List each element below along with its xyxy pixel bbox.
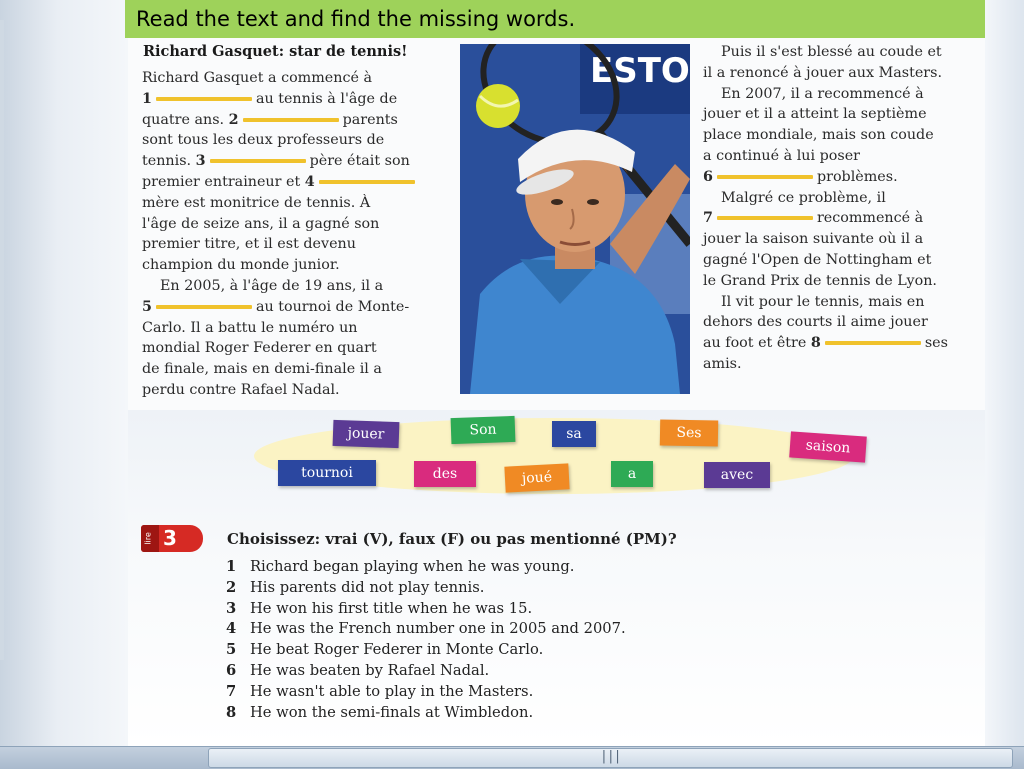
article-line: Malgré ce problème, il bbox=[721, 189, 886, 206]
article-line: sont tous les deux professeurs de bbox=[142, 132, 385, 149]
article-line: jouer et il a atteint la septième bbox=[703, 106, 927, 123]
statement-text: His parents did not play tennis. bbox=[250, 578, 485, 596]
blank-number: 3 bbox=[195, 153, 206, 170]
statement-item bbox=[226, 557, 626, 578]
article-line: Carlo. Il a battu le numéro un bbox=[142, 319, 358, 336]
statement-text: Richard began playing when he was young. bbox=[250, 558, 575, 575]
article-line: de finale, mais en demi-finale il a bbox=[142, 361, 382, 378]
article-line: il a renoncé à jouer aux Masters. bbox=[703, 64, 943, 81]
statement-text: He was beaten by Rafael Nadal. bbox=[250, 661, 490, 679]
left-edge-strip bbox=[0, 20, 4, 660]
article-line: le Grand Prix de tennis de Lyon. bbox=[703, 272, 937, 289]
line-text-before: tennis. bbox=[142, 153, 192, 170]
answer-blank[interactable] bbox=[243, 118, 339, 122]
article-line bbox=[703, 167, 985, 188]
answer-blank[interactable] bbox=[319, 180, 415, 184]
article-line: perdu contre Rafael Nadal. bbox=[142, 381, 340, 398]
activity-skill-tag bbox=[141, 525, 159, 552]
statement-number: 7 bbox=[226, 682, 237, 700]
word-tile[interactable]: saison bbox=[789, 431, 867, 462]
article-line: a continué à lui poser bbox=[703, 147, 860, 164]
word-tile[interactable]: tournoi bbox=[278, 460, 376, 486]
article-line: En 2007, il a recommencé à bbox=[721, 85, 924, 102]
word-tile[interactable]: a bbox=[611, 461, 653, 487]
article-line: Richard Gasquet a commencé à bbox=[142, 70, 372, 86]
blank-number: 4 bbox=[304, 173, 315, 190]
word-tile[interactable]: des bbox=[414, 461, 476, 487]
statement-number: 8 bbox=[226, 703, 237, 721]
statement-item bbox=[226, 661, 626, 682]
article-line bbox=[703, 333, 985, 354]
activity-skill-label: lire bbox=[143, 532, 153, 545]
article-line: amis. bbox=[703, 355, 742, 372]
statement-list bbox=[226, 557, 626, 723]
article-line: l'âge de seize ans, il a gagné son bbox=[142, 215, 380, 232]
statement-item bbox=[226, 578, 626, 599]
statement-number: 6 bbox=[226, 661, 237, 679]
statement-text: He won his first title when he was 15. bbox=[250, 599, 533, 617]
line-text-before: premier entraineur et bbox=[142, 173, 301, 190]
statement-item bbox=[226, 640, 626, 661]
answer-blank[interactable] bbox=[156, 305, 252, 309]
article-line: gagné l'Open de Nottingham et bbox=[703, 251, 932, 268]
word-tile[interactable]: sa bbox=[552, 421, 596, 447]
statement-number: 2 bbox=[226, 578, 237, 596]
blank-number: 6 bbox=[703, 168, 713, 185]
word-tile[interactable]: Ses bbox=[660, 419, 718, 446]
answer-blank[interactable] bbox=[156, 97, 252, 101]
statement-number: 4 bbox=[226, 620, 237, 638]
statement-item bbox=[226, 682, 626, 703]
article-left-column bbox=[142, 68, 452, 401]
article-title: Richard Gasquet: star de tennis! bbox=[143, 43, 408, 60]
statement-item bbox=[226, 619, 626, 640]
answer-blank[interactable] bbox=[717, 175, 813, 179]
article-right-column bbox=[703, 42, 985, 375]
article-line: Il vit pour le tennis, mais en bbox=[721, 293, 925, 310]
statement-text: He won the semi-finals at Wimbledon. bbox=[250, 703, 534, 721]
statement-item bbox=[226, 599, 626, 620]
scrollbar-grip-icon: ||| bbox=[600, 749, 621, 764]
article-line: champion du monde junior. bbox=[142, 257, 340, 274]
blank-number: 8 bbox=[810, 335, 821, 352]
left-page-margin bbox=[0, 0, 128, 746]
article-line: place mondiale, mais son coude bbox=[703, 127, 934, 144]
statement-item bbox=[226, 703, 626, 724]
article-line bbox=[142, 151, 452, 172]
answer-blank[interactable] bbox=[825, 341, 921, 345]
article-line: mondial Roger Federer en quart bbox=[142, 340, 377, 357]
article-line: Puis il s'est blessé au coude et bbox=[721, 44, 942, 60]
tennis-player-photo bbox=[460, 44, 690, 394]
statement-text: He was the French number one in 2005 and 2007. bbox=[250, 620, 626, 638]
answer-blank[interactable] bbox=[210, 159, 306, 163]
line-text-after: ses bbox=[924, 335, 948, 352]
article-line: mère est monitrice de tennis. À bbox=[142, 194, 371, 211]
statement-text: He wasn't able to play in the Masters. bbox=[250, 682, 534, 700]
photo-sign-text: ESTO bbox=[590, 51, 690, 91]
article-line bbox=[142, 110, 452, 131]
answer-blank[interactable] bbox=[717, 216, 813, 220]
article-line: jouer la saison suivante où il a bbox=[703, 231, 924, 248]
blank-number: 7 bbox=[703, 210, 713, 227]
tennis-player-illustration bbox=[460, 44, 690, 394]
article-line: premier titre, et il est devenu bbox=[142, 236, 356, 253]
right-page-margin bbox=[985, 0, 1024, 746]
line-text-after: parents bbox=[342, 111, 398, 128]
line-text-before: au foot et être bbox=[703, 335, 807, 352]
activity-number: 3 bbox=[163, 526, 177, 550]
statement-number: 3 bbox=[226, 599, 237, 617]
activity-badge bbox=[141, 525, 203, 552]
blank-number: 5 bbox=[142, 298, 152, 315]
article-line: En 2005, à l'âge de 19 ans, il a bbox=[160, 277, 384, 294]
article-line bbox=[142, 297, 452, 318]
blank-number: 2 bbox=[228, 111, 239, 128]
instruction-banner: Read the text and find the missing words. bbox=[125, 0, 985, 38]
article-line bbox=[703, 208, 985, 229]
statement-number: 5 bbox=[226, 641, 237, 659]
word-tile[interactable]: avec bbox=[704, 462, 770, 488]
statement-text: He beat Roger Federer in Monte Carlo. bbox=[250, 641, 544, 659]
line-text-after: père était son bbox=[309, 153, 410, 170]
article-line: dehors des courts il aime jouer bbox=[703, 314, 928, 331]
article-line bbox=[142, 172, 452, 193]
word-tile[interactable]: jouer bbox=[333, 420, 400, 448]
blank-number: 1 bbox=[142, 90, 152, 107]
line-text-before: quatre ans. bbox=[142, 111, 225, 128]
word-tile[interactable]: Son bbox=[451, 416, 516, 444]
statement-number: 1 bbox=[226, 558, 237, 575]
word-tile[interactable]: joué bbox=[504, 463, 569, 492]
line-text-after: au tennis à l'âge de bbox=[255, 90, 398, 107]
line-text-after: recommencé à bbox=[816, 210, 924, 227]
activity-title: Choisissez: vrai (V), faux (F) ou pas mentionné (PM)? bbox=[227, 530, 677, 548]
line-text-after: au tournoi de Monte- bbox=[255, 298, 410, 315]
article-line bbox=[142, 89, 452, 110]
line-text-after: problèmes. bbox=[816, 168, 898, 185]
